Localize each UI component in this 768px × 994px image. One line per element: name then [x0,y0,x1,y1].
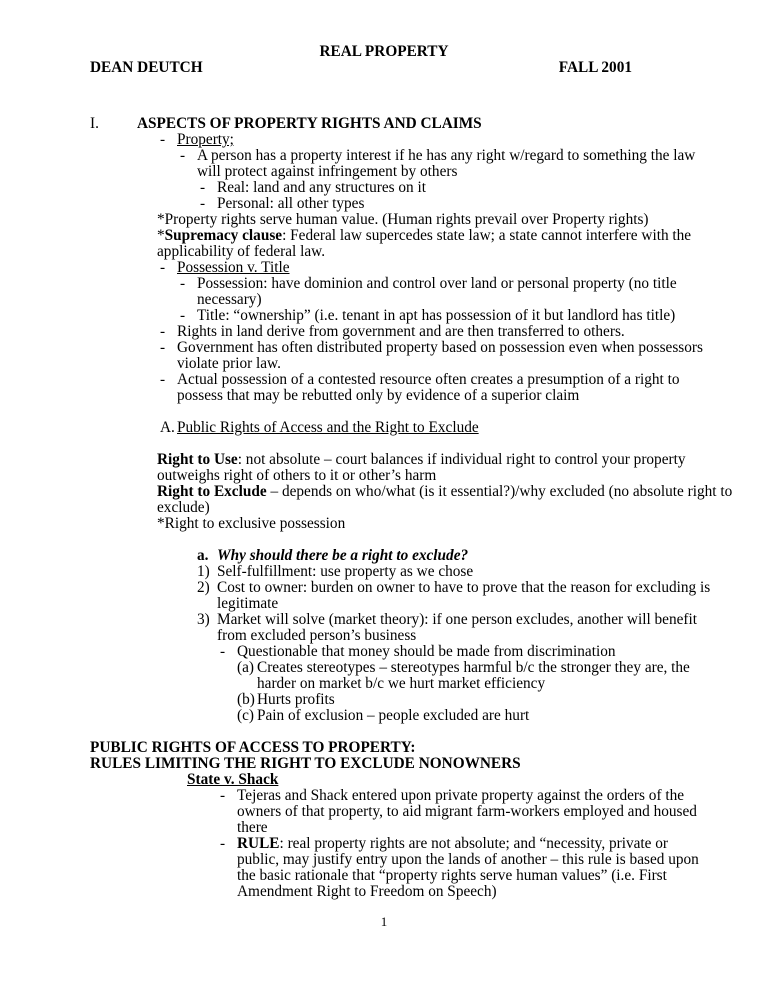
asterisk: * [157,227,165,244]
item-number: 2) [197,579,210,596]
term: FALL 2001 [558,59,632,76]
text-line: violate prior law. [177,355,281,372]
bullet: - [220,835,226,852]
item-letter: (c) [237,707,254,724]
text-line: Actual possession of a contested resource often creates a presumption of a right to [177,371,680,388]
item-letter: (b) [237,691,255,708]
question-heading: Why should there be a right to exclude? [217,547,469,564]
text-line: Government has often distributed property based on possession even when possessors [177,339,703,356]
text-line [157,228,691,244]
text-line [237,836,668,852]
bold-term: Right to Exclude [157,483,267,500]
bullet: - [200,179,206,196]
text-line: applicability of federal law. [157,243,326,260]
text-line: Possession: have dominion and control over land or personal property (no title [197,275,677,292]
subheading: Possession v. Title [177,259,290,276]
text-line: Cost to owner: burden on owner to have to prove that the reason for excluding is [217,579,711,596]
section-heading: PUBLIC RIGHTS OF ACCESS TO PROPERTY: [90,739,416,756]
bullet: - [220,787,226,804]
text-line: necessary) [197,291,262,308]
author: DEAN DEUTCH [90,59,203,76]
text-line: Real: land and any structures on it [217,179,427,196]
bold-term: RULE [237,835,280,852]
text-line: Creates stereotypes – stereotypes harmful b/c the stronger they are, the [257,659,690,676]
text-line: Self-fulfillment: use property as we chose [217,563,474,580]
text: : Federal law supercedes state law; a state cannot interfere with the [282,227,692,244]
bullet: - [160,371,166,388]
text-line: *Right to exclusive possession [157,515,346,532]
text-line: the basic rationale that “property rights serve human values” (i.e. First [237,867,667,884]
item-number: 1) [197,563,210,580]
text-line: A person has a property interest if he has any right w/regard to something the law [197,147,696,164]
bullet: - [160,323,166,340]
bullet: - [200,195,206,212]
text-line: Rights in land derive from government and are then transferred to others. [177,323,625,340]
subsection-heading: Public Rights of Access and the Right to Exclude [177,419,479,436]
item-letter: (a) [237,659,254,676]
text: – depends on who/what (is it essential?)/why excluded (no absolute right to [266,483,733,500]
text-line: Market will solve (market theory): if one person excludes, another will benefit [217,611,697,628]
text-line: legitimate [217,595,279,612]
subsection-label: A. [160,419,175,436]
bullet: - [180,307,186,324]
section-heading: RULES LIMITING THE RIGHT TO EXCLUDE NONOWNERS [90,755,521,772]
text-line: possess that may be rebutted only by evidence of a superior claim [177,387,580,404]
item-label: a. [197,547,209,564]
text-line: Personal: all other types [217,195,365,212]
document-title: REAL PROPERTY [319,43,449,60]
bold-term: Supremacy clause [164,227,283,244]
bullet: - [160,131,166,148]
text-line: Tejeras and Shack entered upon private property against the orders of the [237,787,685,804]
text-line: exclude) [157,499,210,516]
bold-term: Right to Use [157,451,238,468]
text-line: there [237,819,268,836]
text: : real property rights are not absolute; and “necessity, private or [279,835,669,852]
text-line: outweighs right of others to it or other’s harm [157,467,437,484]
text-line: owners of that property, to aid migrant farm-workers employed and housed [237,803,697,820]
page-number: 1 [380,914,388,929]
text-line [157,452,686,468]
bullet: - [220,643,226,660]
bullet: - [160,259,166,276]
text-line: Pain of exclusion – people excluded are hurt [257,707,530,724]
bullet: - [160,339,166,356]
text-line: Title: “ownership” (i.e. tenant in apt has possession of it but landlord has title) [197,307,676,324]
text: : not absolute – court balances if individual right to control your property [237,451,686,468]
text-line: public, may justify entry upon the lands of another – this rule is based upon [237,851,699,868]
section-heading: ASPECTS OF PROPERTY RIGHTS AND CLAIMS [137,115,482,132]
text-line: harder on market b/c we hurt market efficiency [257,675,546,692]
subheading: Property; [177,131,234,148]
section-numeral: I. [90,115,99,132]
text-line: Questionable that money should be made from discrimination [237,643,616,660]
text-line: from excluded person’s business [217,627,417,644]
text-line: will protect against infringement by others [197,163,458,180]
text-line [157,484,732,500]
text-line: *Property rights serve human value. (Human rights prevail over Property rights) [157,211,649,228]
bullet: - [180,147,186,164]
item-number: 3) [197,611,210,628]
bullet: - [180,275,186,292]
case-name: State v. Shack [187,771,279,788]
text-line: Hurts profits [257,691,335,708]
text-line: Amendment Right to Freedom on Speech) [237,883,497,900]
